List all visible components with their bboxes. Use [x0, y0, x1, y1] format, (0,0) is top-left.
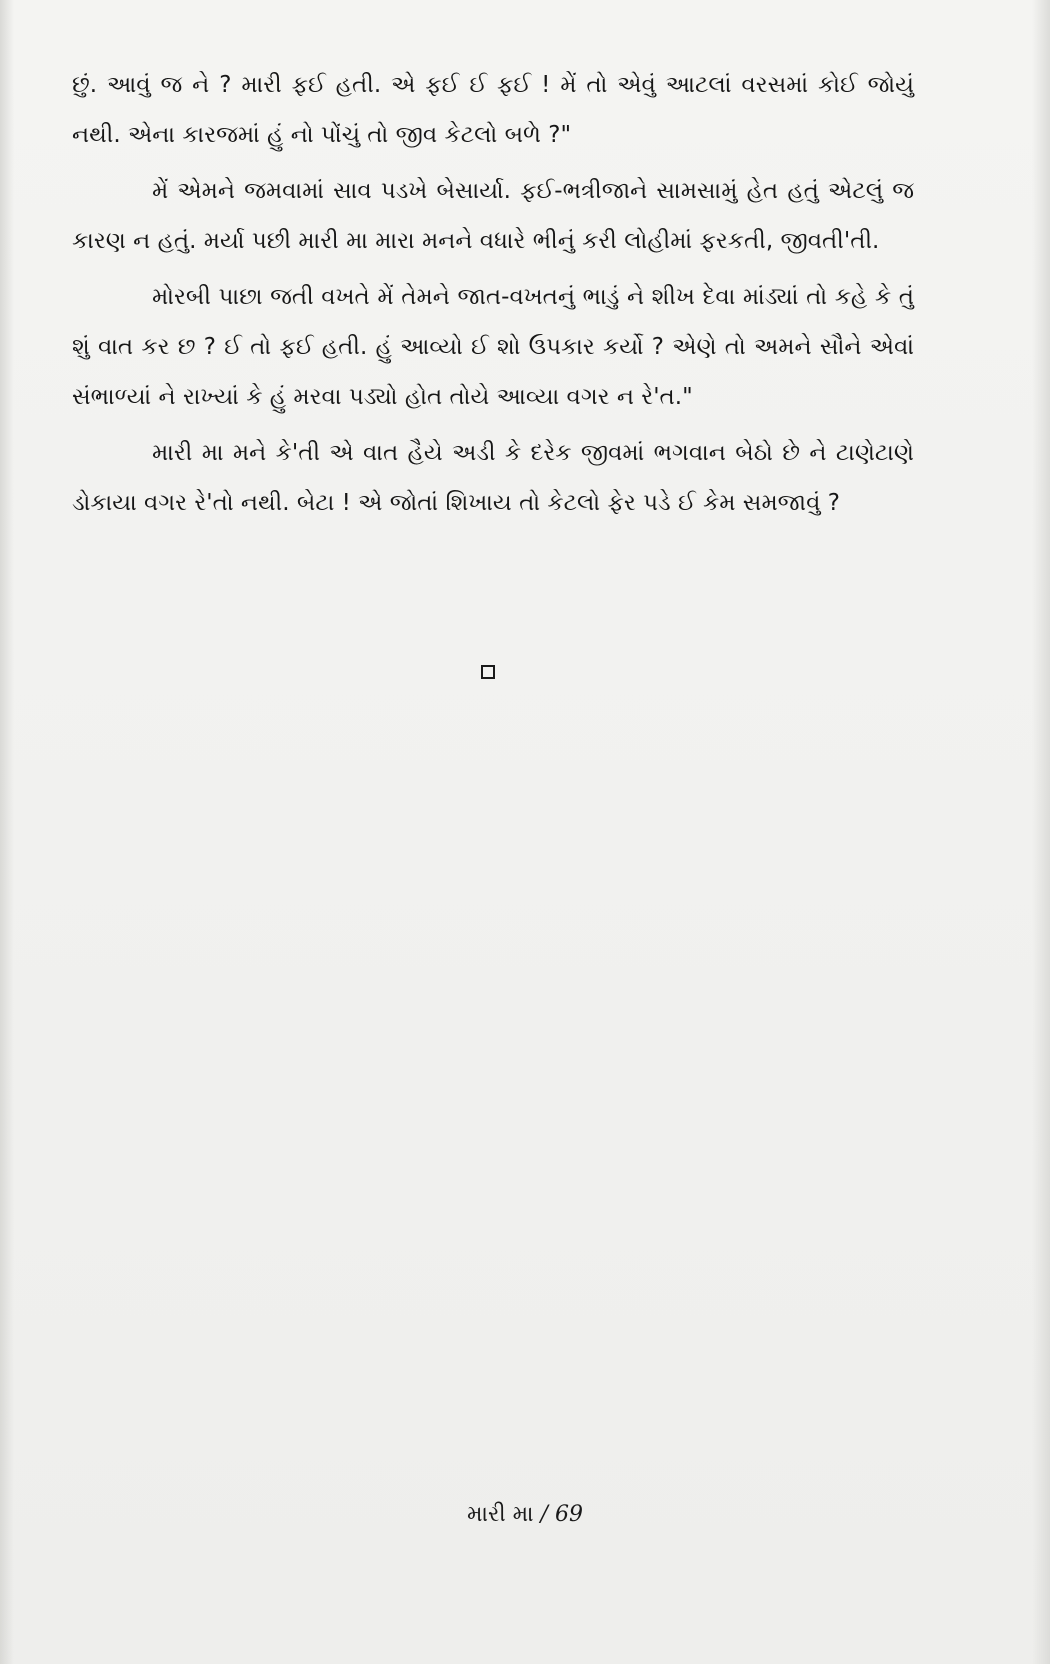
page-edge-left	[0, 0, 14, 1664]
page-footer	[0, 1502, 1050, 1527]
body-text	[72, 60, 914, 528]
page-number: 69	[554, 1502, 583, 1527]
paragraph-continuation: છું. આવું જ ને ? મારી ફઈ હતી. એ ફઈ ઈ ફઈ ! મેં તો એવું આટલાં વરસમાં કોઈ જોયું નથી. એના કારજમાં હું નો પોંચું તો જીવ કેટલો બળે ?"	[72, 72, 914, 148]
footer-book-title: મારી મા	[467, 1502, 534, 1527]
section-end-square-icon	[481, 665, 495, 679]
paragraph: મારી મા મને કે'તી એ વાત હૈયે અડી કે દરેક જીવમાં ભગવાન બેઠો છે ને ટાણેટાણે ડોકાયા વગર રે'તો નથી. બેટા ! એ જોતાં શિખાય તો કેટલો ફેર પડે ઈ કેમ સમજાવું ?	[72, 440, 914, 516]
page-edge-right	[1032, 0, 1050, 1664]
paragraph: મોરબી પાછા જતી વખતે મેં તેમને જાત-વખતનું ભાડું ને શીખ દેવા માંડ્યાં તો કહે કે તું શું વાત કર છ ? ઈ તો ફઈ હતી. હું આવ્યો ઈ શો ઉપકાર કર્યો ? એણે તો અમને સૌને એવાં સંભાળ્યાં ને રાખ્યાં કે હું મરવા પડ્યો હોત તોયે આવ્યા વગર ન રે'ત."	[72, 284, 914, 410]
paragraph: મેં એમને જમવામાં સાવ પડખે બેસાર્યા. ફઈ-ભત્રીજાને સામસામું હેત હતું એટલું જ કારણ ન હતું. મર્યા પછી મારી મા મારા મનને વધારે ભીનું કરી લોહીમાં ફરકતી, જીવતી'તી.	[72, 178, 914, 254]
footer-separator: /	[533, 1502, 555, 1527]
